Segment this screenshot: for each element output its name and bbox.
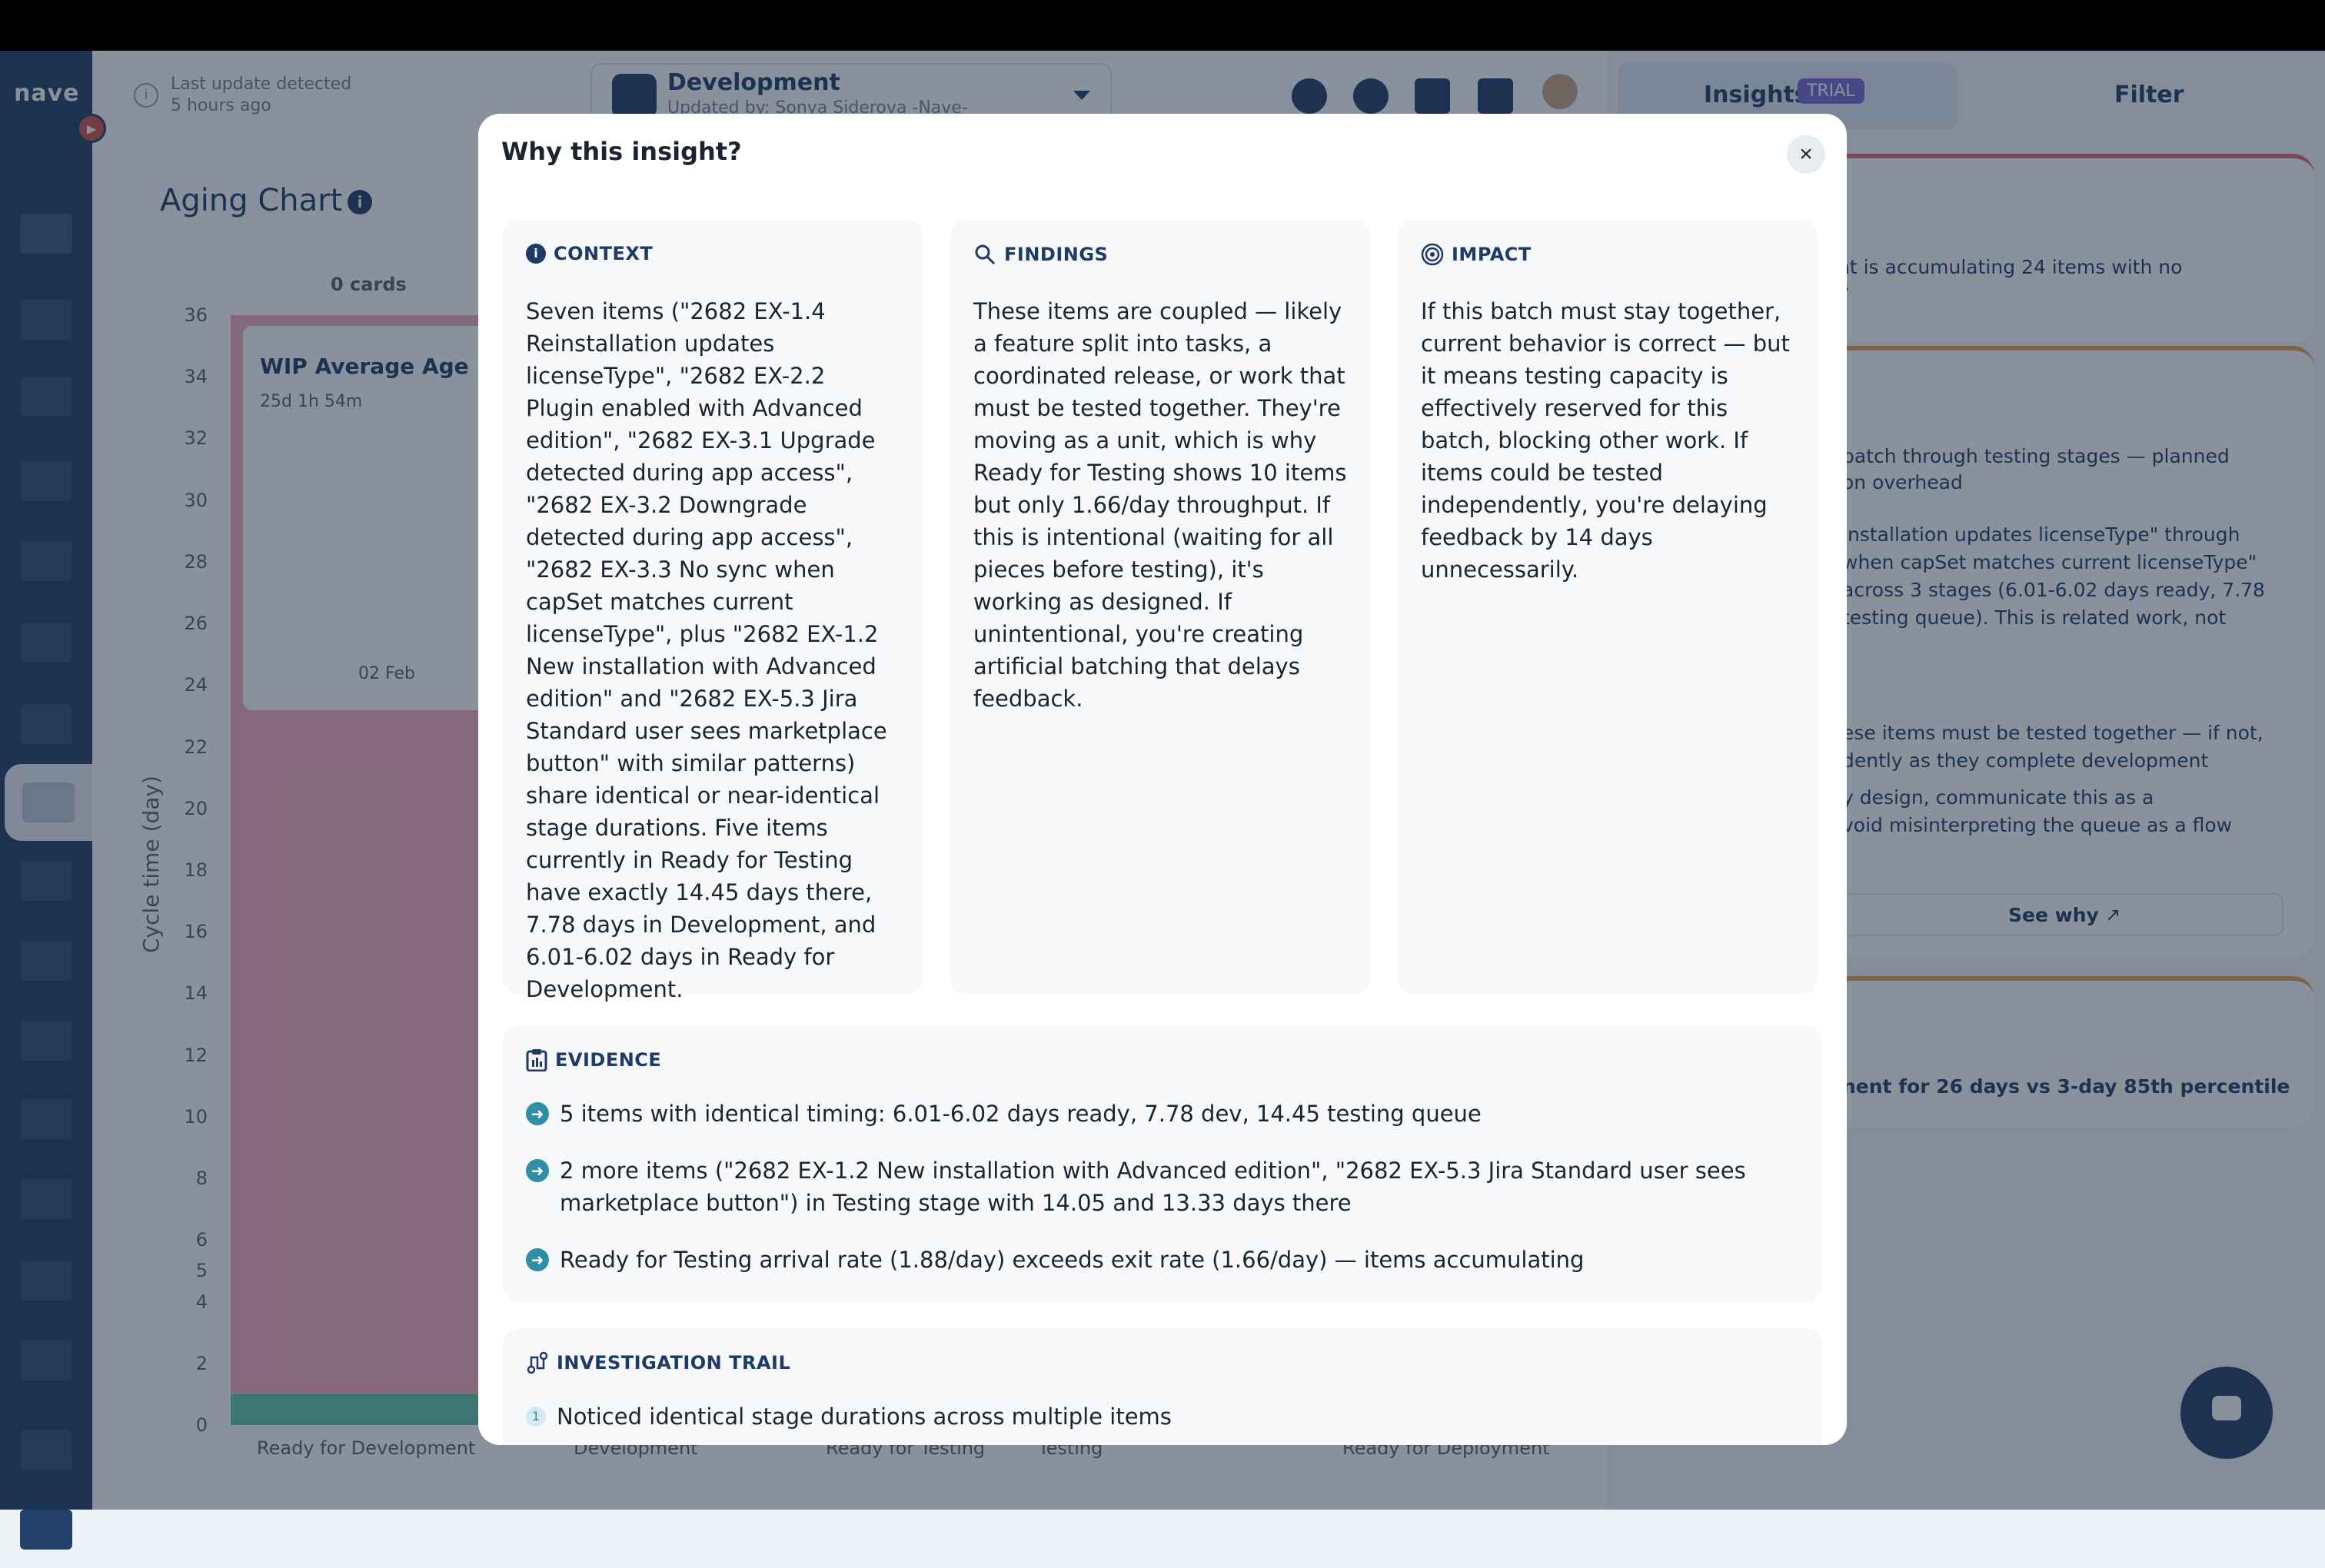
evidence-text: 2 more items ("2682 EX-1.2 New installation with Advanced edition", "2682 EX-5.3 Jira Standard user sees marketplace button") in Testing stage with 14.05 and 13.33 days there (560, 1158, 1746, 1216)
step-number: 1 (526, 1407, 546, 1427)
context-heading: CONTEXT (554, 243, 654, 264)
evidence-text: 5 items with identical timing: 6.01-6.02 days ready, 7.78 dev, 14.45 testing queue (560, 1101, 1482, 1127)
evidence-item (526, 1244, 1790, 1276)
evidence-text: Ready for Testing arrival rate (1.88/day) exceeds exit rate (1.66/day) — items accumulating (560, 1247, 1585, 1273)
search-icon (973, 243, 996, 266)
evidence-item (526, 1098, 1790, 1130)
arrow-right-icon: ➜ (526, 1159, 549, 1182)
modal-title: Why this insight? (501, 137, 742, 166)
evidence-item (526, 1154, 1790, 1219)
evidence-heading: EVIDENCE (555, 1049, 662, 1071)
close-icon: × (1799, 141, 1813, 167)
findings-section (950, 220, 1370, 995)
trail-step (526, 1400, 1787, 1433)
info-icon: i (526, 244, 546, 264)
impact-heading: IMPACT (1452, 244, 1532, 265)
route-icon (526, 1351, 549, 1374)
trail-step-text: Noticed identical stage durations across multiple items (557, 1404, 1172, 1430)
insight-modal (478, 114, 1847, 1445)
trail-heading: INVESTIGATION TRAIL (557, 1352, 791, 1374)
arrow-right-icon: ➜ (526, 1248, 549, 1271)
dashboard-icon (20, 1510, 72, 1550)
context-body: Seven items ("2682 EX-1.4 Reinstallation updates licenseType", "2682 EX-2.2 Plugin enabled with Advanced edition", "2682 EX-3.1 Upgrade detected during app access", "2682 EX-3.2 Downgrade detected during app access", "2682 EX-3.3 No sync when capSet matches current licenseType", plus "2682 EX-1.2 New installation with Advanced edition" and "2682 EX-5.3 Jira Standard user sees marketplace button" with similar patterns) share identical or near-identical stage durations. Five items currently in Ready for Testing have exactly 14.45 days there, 7.78 days in Development, and 6.01-6.02 days in Ready for Development. (526, 298, 887, 1002)
findings-heading: FINDINGS (1004, 244, 1109, 265)
impact-body: If this batch must stay together, current behavior is correct — but it means testing capacity is effectively reserved for this batch, blocking other work. If items could be tested independently, you're delaying feedback by 14 days unnecessarily. (1421, 298, 1790, 583)
close-button[interactable] (1787, 135, 1825, 174)
context-section (503, 220, 923, 1002)
clipboard-icon (526, 1048, 547, 1071)
screen-top-bar (0, 0, 2325, 51)
findings-body: These items are coupled — likely a feature split into tasks, a coordinated release, or work that must be tested together. They're moving as a unit, which is why Ready for Testing shows 10 items but only 1.66/day throughput. If this is intentional (waiting for all pieces before testing), it's working as designed. If unintentional, you're creating artificial batching that delays feedback. (973, 298, 1347, 712)
evidence-section (503, 1025, 1822, 1302)
target-icon (1421, 243, 1444, 266)
arrow-right-icon: ➜ (526, 1102, 549, 1125)
investigation-trail-section (503, 1328, 1822, 1445)
impact-section (1398, 220, 1818, 995)
